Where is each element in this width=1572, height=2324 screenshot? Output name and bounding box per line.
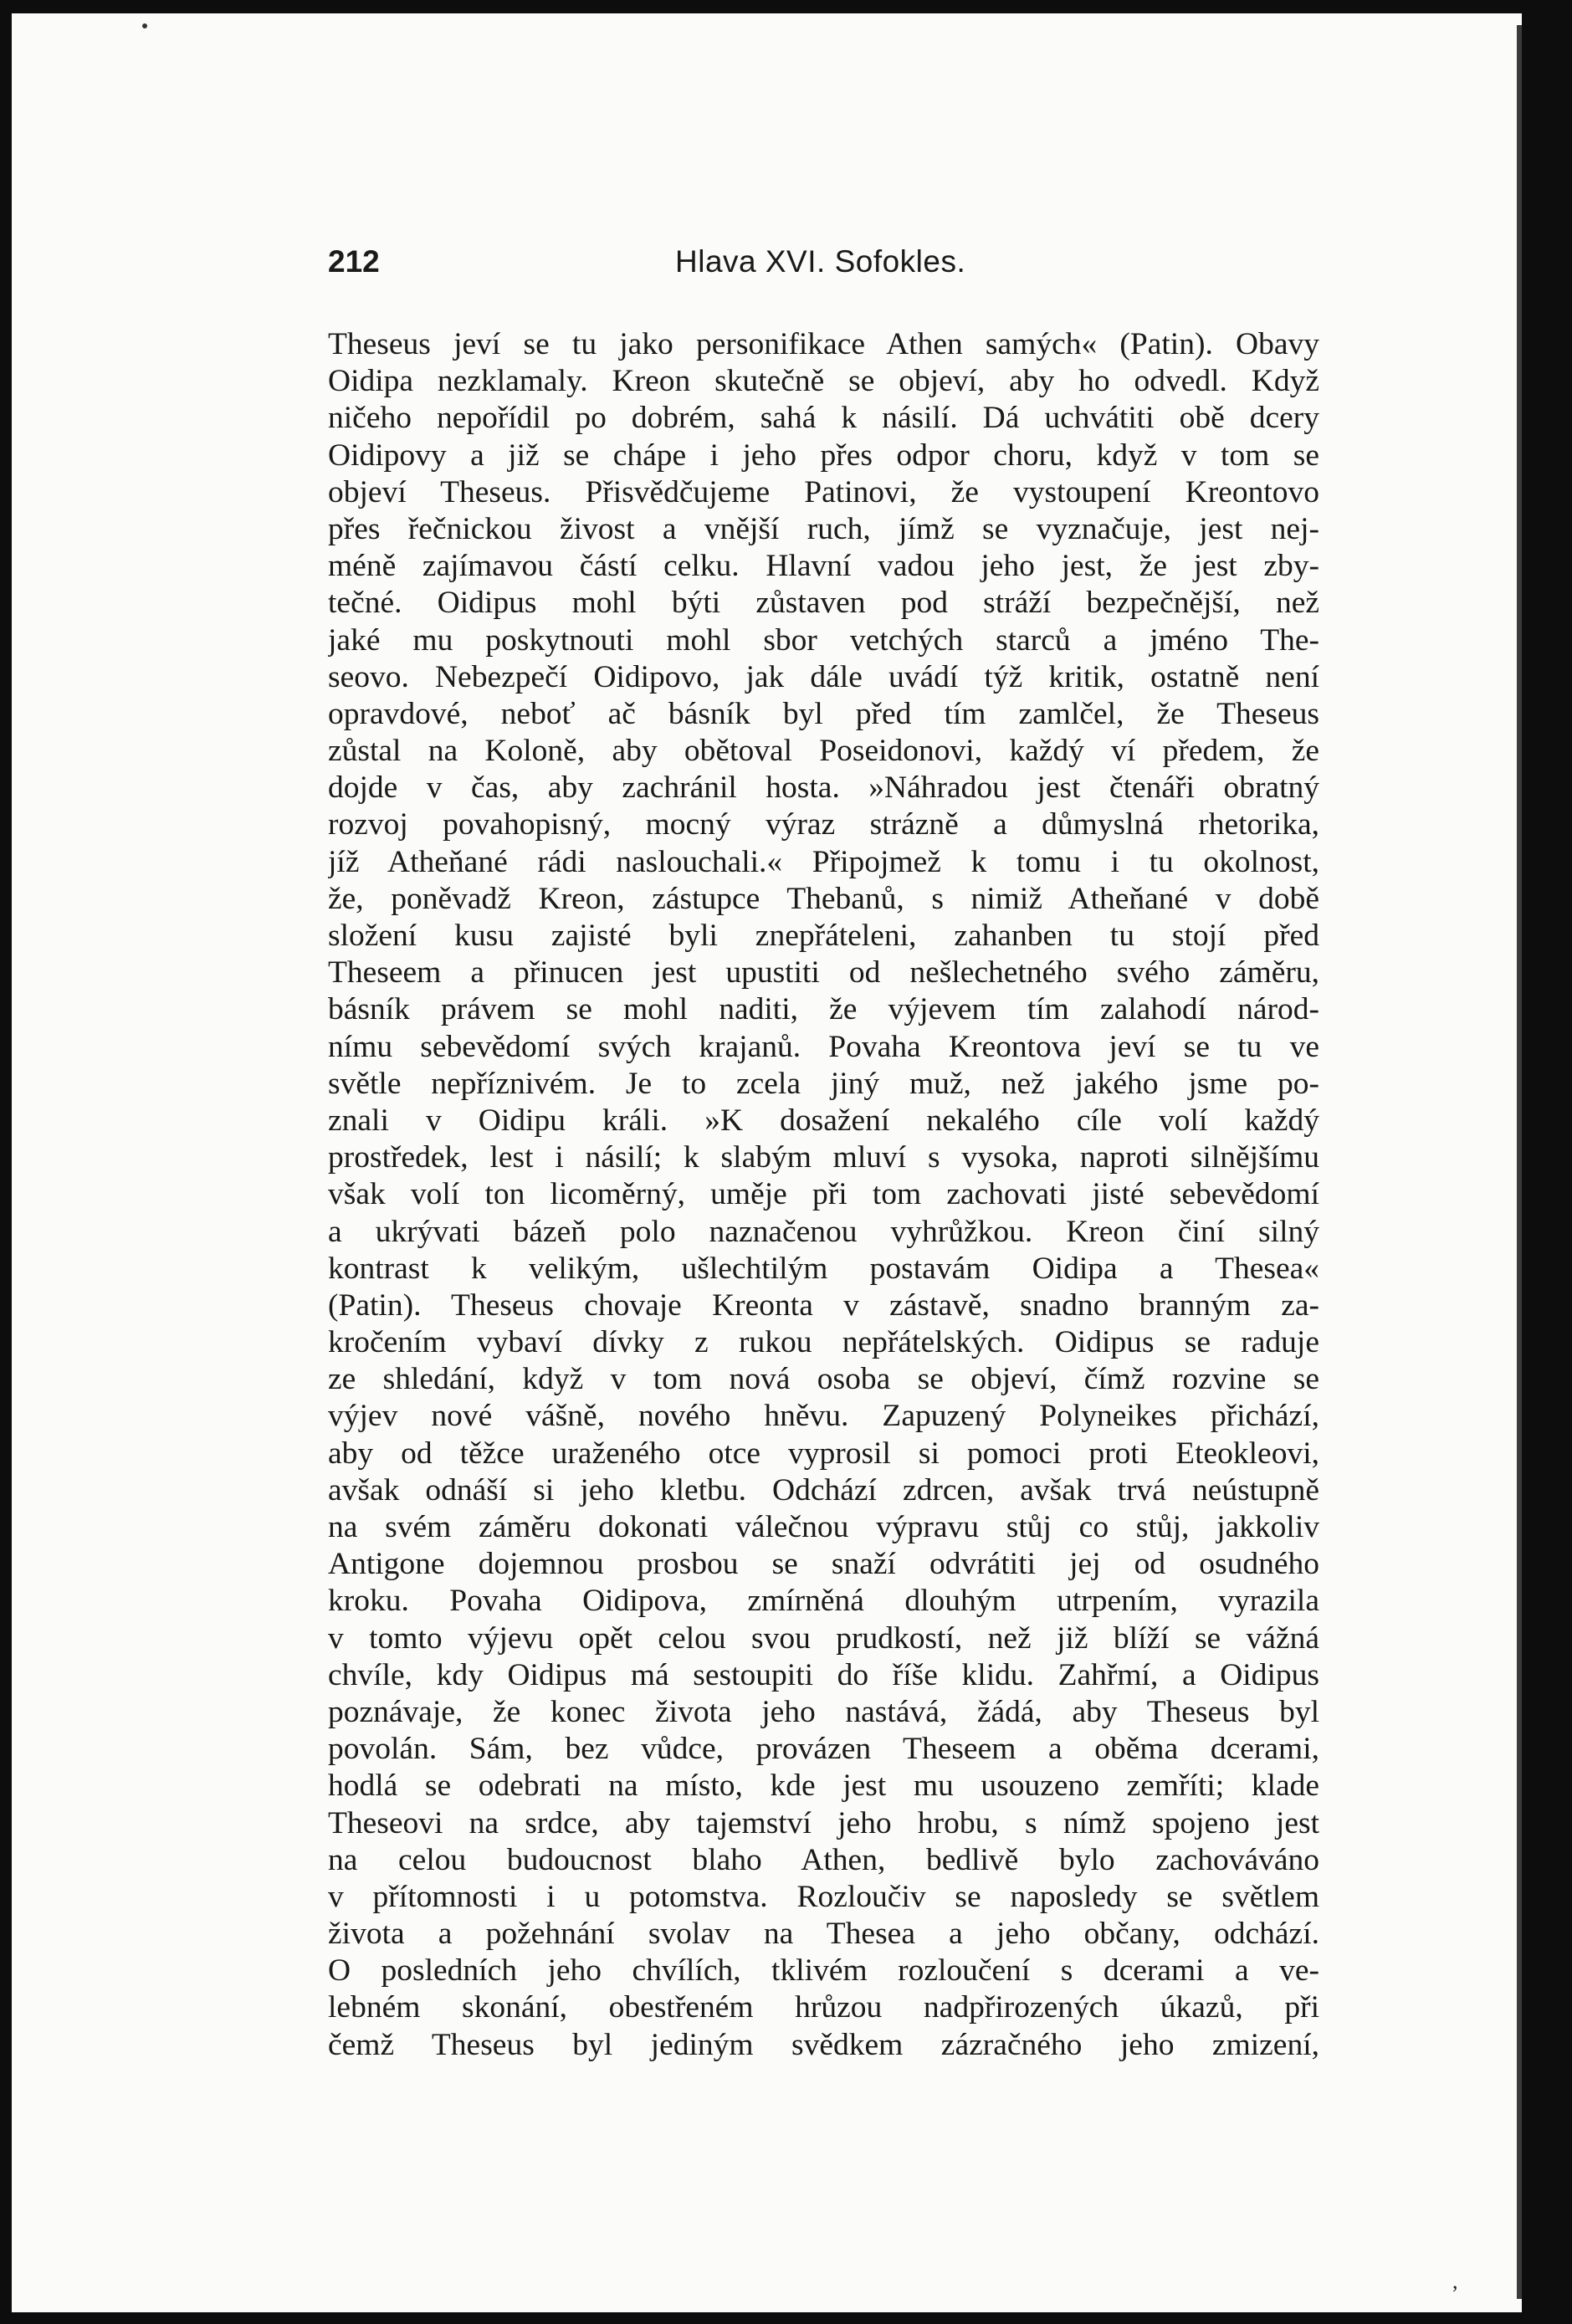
text-line: lebném skonání, obestřeném hrůzou nadpřirozených úkazů, při xyxy=(328,1990,1319,2025)
text-line: chvíle, kdy Oidipus má sestoupiti do říše klidu. Zahřmí, a Oidipus xyxy=(328,1657,1319,1692)
text-line: (Patin). Theseus chovaje Kreonta v zástavě, snadno branným za- xyxy=(328,1287,1319,1323)
page-number: 212 xyxy=(328,244,380,279)
text-line: seovo. Nebezpečí Oidipovo, jak dále uvádí týž kritik, ostatně není xyxy=(328,659,1319,694)
scan-edge-left xyxy=(0,0,12,2324)
text-line: že, poněvadž Kreon, zástupce Thebanů, s nimiž Atheňané v době xyxy=(328,881,1319,916)
text-line: výjev nové vášně, nového hněvu. Zapuzený Polyneikes přichází, xyxy=(328,1399,1319,1434)
text-line: dojde v čas, aby zachránil hosta. »Náhradou jest čtenáři obratný xyxy=(328,770,1319,806)
scan-edge-bottom xyxy=(0,2312,1572,2324)
text-line: znali v Oidipu králi. »K dosažení nekalého cíle volí každý xyxy=(328,1103,1319,1138)
text-line: života a požehnání svolav na Thesea a jeho občany, odchází. xyxy=(328,1917,1319,1952)
text-line: méně zajímavou částí celku. Hlavní vadou jeho jest, že jest zby- xyxy=(328,549,1319,584)
corner-mark: , xyxy=(1452,2269,1458,2293)
text-line: avšak odnáší si jeho kletbu. Odchází zdrcen, avšak trvá neústupně xyxy=(328,1472,1319,1508)
text-line: přes řečnickou živost a vnější ruch, jímž se vyznačuje, jest nej- xyxy=(328,511,1319,546)
text-line: kroku. Povaha Oidipova, zmírněná dlouhým utrpením, vyrazila xyxy=(328,1584,1319,1619)
text-line: prostředek, lest i násilí; k slabým mluví s vysoka, naproti silnějšímu xyxy=(328,1140,1319,1175)
page-fold-shadow xyxy=(1517,25,1522,2299)
text-line: kontrast k velikým, ušlechtilým postavám Oidipa a Thesea« xyxy=(328,1251,1319,1286)
text-line: v tomto výjevu opět celou svou prudkostí, než již blíží se vážná xyxy=(328,1620,1319,1656)
text-line: zůstal na Koloně, aby obětoval Poseidonovi, každý ví předem, že xyxy=(328,734,1319,769)
page-header xyxy=(328,244,1319,286)
dust-speck xyxy=(142,23,147,28)
text-line: poznávaje, že konec života jeho nastává, žádá, aby Theseus byl xyxy=(328,1694,1319,1729)
text-line: na celou budoucnost blaho Athen, bedlivě bylo zachováváno xyxy=(328,1842,1319,1877)
text-line: jíž Atheňané rádi naslouchali.« Připojmež k tomu i tu okolnost, xyxy=(328,844,1319,879)
text-line: rozvoj povahopisný, mocný výraz strázně a důmyslná rhetorika, xyxy=(328,807,1319,842)
text-line: na svém záměru dokonati válečnou výpravu stůj co stůj, jakkoliv xyxy=(328,1510,1319,1544)
text-line: a ukrývati bázeň polo naznačenou vyhrůžkou. Kreon činí silný xyxy=(328,1214,1319,1249)
text-line: Theseovi na srdce, aby tajemství jeho hrobu, s nímž spojeno jest xyxy=(328,1805,1319,1840)
text-line: opravdové, neboť ač básník byl před tím zamlčel, že Theseus xyxy=(328,696,1319,731)
text-line: povolán. Sám, bez vůdce, provázen Theseem a oběma dcerami, xyxy=(328,1732,1319,1767)
text-line: Oidipa nezklamaly. Kreon skutečně se objeví, aby ho odvedl. Když xyxy=(328,364,1319,399)
text-line: Antigone dojemnou prosbou se snaží odvrátiti jej od osudného xyxy=(328,1547,1319,1582)
body-text xyxy=(328,326,1319,2064)
running-head: Hlava XVI. Sofokles. xyxy=(675,244,966,279)
text-line: jaké mu poskytnouti mohl sbor vetchých starců a jméno The- xyxy=(328,622,1319,658)
text-line: O posledních jeho chvílích, tklivém rozloučení s dcerami a ve- xyxy=(328,1953,1319,1989)
text-line: Theseem a přinucen jest upustiti od nešlechetného svého záměru, xyxy=(328,955,1319,991)
text-line: objeví Theseus. Přisvědčujeme Patinovi, že vystoupení Kreontovo xyxy=(328,474,1319,509)
text-line: světle nepříznivém. Je to zcela jiný muž, než jakého jsme po- xyxy=(328,1066,1319,1101)
text-line: hodlá se odebrati na místo, kde jest mu usouzeno zemříti; klade xyxy=(328,1769,1319,1804)
text-line: tečné. Oidipus mohl býti zůstaven pod stráží bezpečnější, než xyxy=(328,586,1319,621)
scan-edge-right xyxy=(1522,0,1572,2324)
scan-edge-top xyxy=(0,0,1572,13)
text-line: Theseus jeví se tu jako personifikace Athen samých« (Patin). Obavy xyxy=(328,327,1319,361)
text-line: básník právem se mohl naditi, že výjevem tím zalahodí národ- xyxy=(328,992,1319,1027)
text-line: kročením vybaví dívky z rukou nepřátelských. Oidipus se raduje xyxy=(328,1325,1319,1360)
text-line: v přítomnosti i u potomstva. Rozloučiv se naposledy se světlem xyxy=(328,1879,1319,1914)
text-line: ničeho nepořídil po dobrém, sahá k násilí. Dá uchvátiti obě dcery xyxy=(328,401,1319,436)
text-line: však volí ton licoměrný, uměje při tom zachovati jisté sebevědomí xyxy=(328,1177,1319,1212)
text-line: nímu sebevědomí svých krajanů. Povaha Kreontova jeví se tu ve xyxy=(328,1029,1319,1064)
text-line: aby od těžce uraženého otce vyprosil si pomoci proti Eteokleovi, xyxy=(328,1436,1319,1471)
text-line: Oidipovy a již se chápe i jeho přes odpor choru, když v tom se xyxy=(328,438,1319,473)
text-line: složení kusu zajisté byli znepřáteleni, zahanben tu stojí před xyxy=(328,919,1319,953)
text-line: ze shledání, když v tom nová osoba se objeví, čímž rozvine se xyxy=(328,1362,1319,1397)
text-line: čemž Theseus byl jediným svědkem zázračného jeho zmizení, xyxy=(328,2027,1319,2062)
